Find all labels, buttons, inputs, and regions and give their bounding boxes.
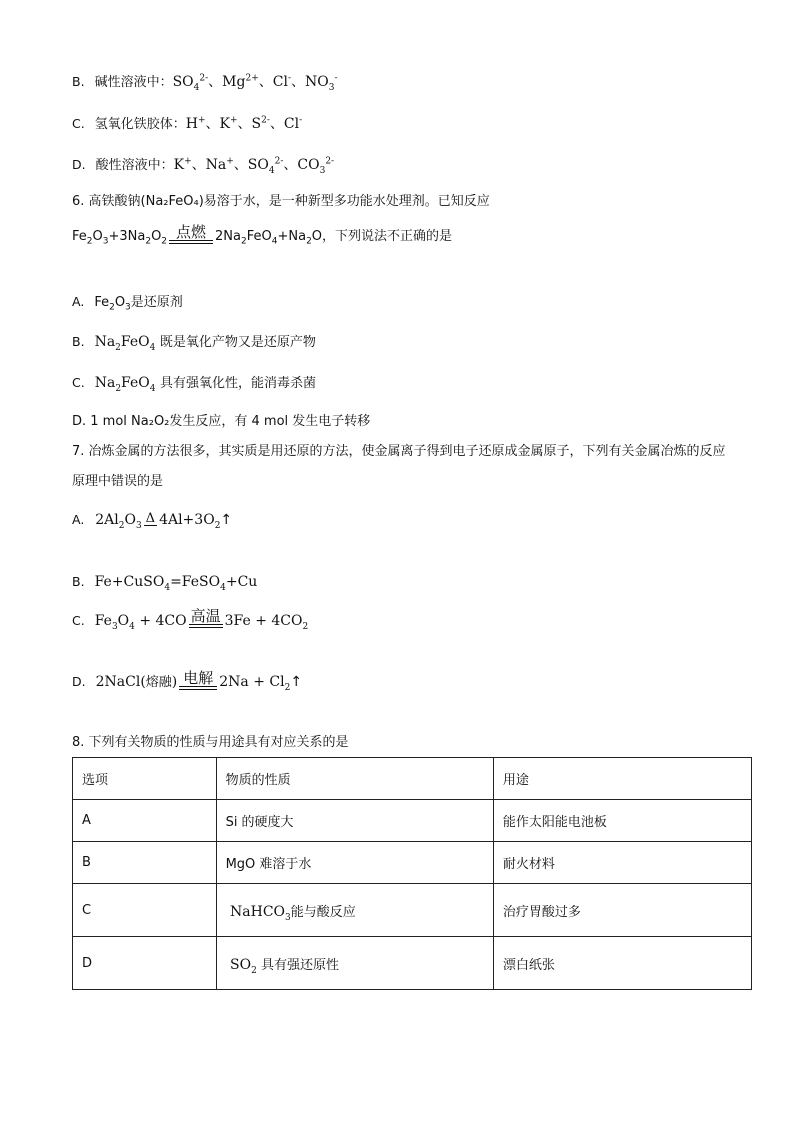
option-letter: A. — [72, 512, 85, 527]
q8-stem: 8. 下列有关物质的性质与用途具有对应关系的是 — [72, 735, 349, 750]
reaction-condition: 点燃 — [169, 224, 213, 249]
option-label: 碱性溶液中： — [94, 75, 173, 90]
q5-option-d — [72, 155, 334, 176]
q6-option-c: C. $Na_2FeO_4$ 具有强氧化性，能消毒杀菌 — [72, 375, 316, 394]
reaction-formula: $Fe_2O_3+3Na_2O_2$ — [72, 229, 168, 247]
formula-ions: $SO_4^{2-}$、$Mg^{2+}$、Cl-、$NO_3^-$ — [172, 73, 338, 93]
table-row — [73, 842, 752, 884]
q7-option-a: A. $2Al_2O_3$ Δ $4Al+3O_2↑$ — [72, 511, 233, 531]
table-cell-use: 能作太阳能电池板 — [493, 800, 751, 842]
table-cell-property: Si 的硬度大 — [216, 800, 493, 842]
table-cell-use: 治疗胃酸过多 — [493, 884, 751, 937]
table-header-row — [73, 758, 752, 800]
formula-ions: H+、K+、$S^{2-}$、Cl- — [185, 115, 303, 132]
table-cell-option: D — [73, 937, 217, 990]
q6-option-d — [72, 411, 370, 432]
option-letter: C. — [72, 375, 85, 390]
q7-option-d: D. 2NaCl(熔融) 电解 $2Na + Cl_2↑$ — [72, 670, 302, 695]
table-header: 物质的性质 — [216, 758, 493, 800]
table-row — [73, 937, 752, 990]
reaction-condition: 高温 — [189, 608, 223, 633]
table-cell-option: A — [73, 800, 217, 842]
q7-option-c: C. $Fe_3O_4 + 4CO$ 高温 $3Fe + 4CO_2$ — [72, 607, 309, 632]
formula-ions: K+、Na+、$SO_4^{2-}$、$CO_3^{2-}$ — [173, 156, 335, 176]
table-cell-property: MgO 难溶于水 — [216, 842, 493, 884]
option-text: D. 1 mol Na₂O₂发生反应，有 4 mol 发生电子转移 — [72, 414, 371, 429]
option-letter: C. — [72, 613, 85, 628]
q8-table — [72, 757, 752, 990]
option-letter: B. — [72, 334, 85, 349]
option-letter: D. — [72, 674, 86, 689]
option-text: 是还原剂 — [130, 295, 183, 310]
q6-option-b: B. $Na_2FeO_4$ 既是氧化产物又是还原产物 — [72, 334, 316, 353]
table-cell-property: $SO_2$ 具有强还原性 — [216, 937, 493, 990]
q6-equation: $Fe_2O_3+3Na_2O_2$ 点燃 $2Na_2FeO_4+Na_2O$，下列说法不正确的是 — [72, 224, 452, 249]
option-letter: A. — [72, 294, 85, 309]
option-letter: D. — [72, 157, 86, 172]
option-letter: C. — [72, 116, 85, 131]
table-cell-option: C — [73, 884, 217, 937]
table-cell-use: 漂白纸张 — [493, 937, 751, 990]
q6-option-a: A. $Fe_2O_3$是还原剂 — [72, 294, 183, 313]
option-letter: B. — [72, 74, 85, 89]
reaction-condition: Δ — [145, 511, 156, 526]
option-text: 既是氧化产物又是还原产物 — [159, 335, 316, 350]
option-label: 氢氧化铁胶体： — [94, 117, 186, 132]
table-header: 选项 — [73, 758, 217, 800]
table-row — [73, 800, 752, 842]
option-text: 具有强氧化性，能消毒杀菌 — [159, 376, 316, 391]
q7-option-b: B. Fe+CuSO$_4$=FeSO$_4$+Cu — [72, 574, 258, 593]
q5-option-c — [72, 114, 302, 135]
table-header: 用途 — [493, 758, 751, 800]
q5-option-b — [72, 72, 338, 93]
q6-question: ，下列说法不正确的是 — [322, 229, 453, 244]
table-cell-option: B — [73, 842, 217, 884]
table-cell-use: 耐火材料 — [493, 842, 751, 884]
table-row — [73, 884, 752, 937]
reaction-condition: 电解 — [179, 670, 217, 695]
q7-stem: 7. 冶炼金属的方法很多，其实质是用还原的方法，使金属离子得到电子还原成金属原子，下列有关金属冶炼的反应原理中错误的是 — [72, 444, 726, 489]
q6-stem: 6. 高铁酸钠(Na₂FeO₄)易溶于水，是一种新型多功能水处理剂。已知反应 — [72, 194, 490, 209]
option-letter: B. — [72, 574, 85, 589]
option-label: 酸性溶液中： — [95, 158, 174, 173]
table-cell-property: NaHCO$_3$能与酸反应 — [216, 884, 493, 937]
